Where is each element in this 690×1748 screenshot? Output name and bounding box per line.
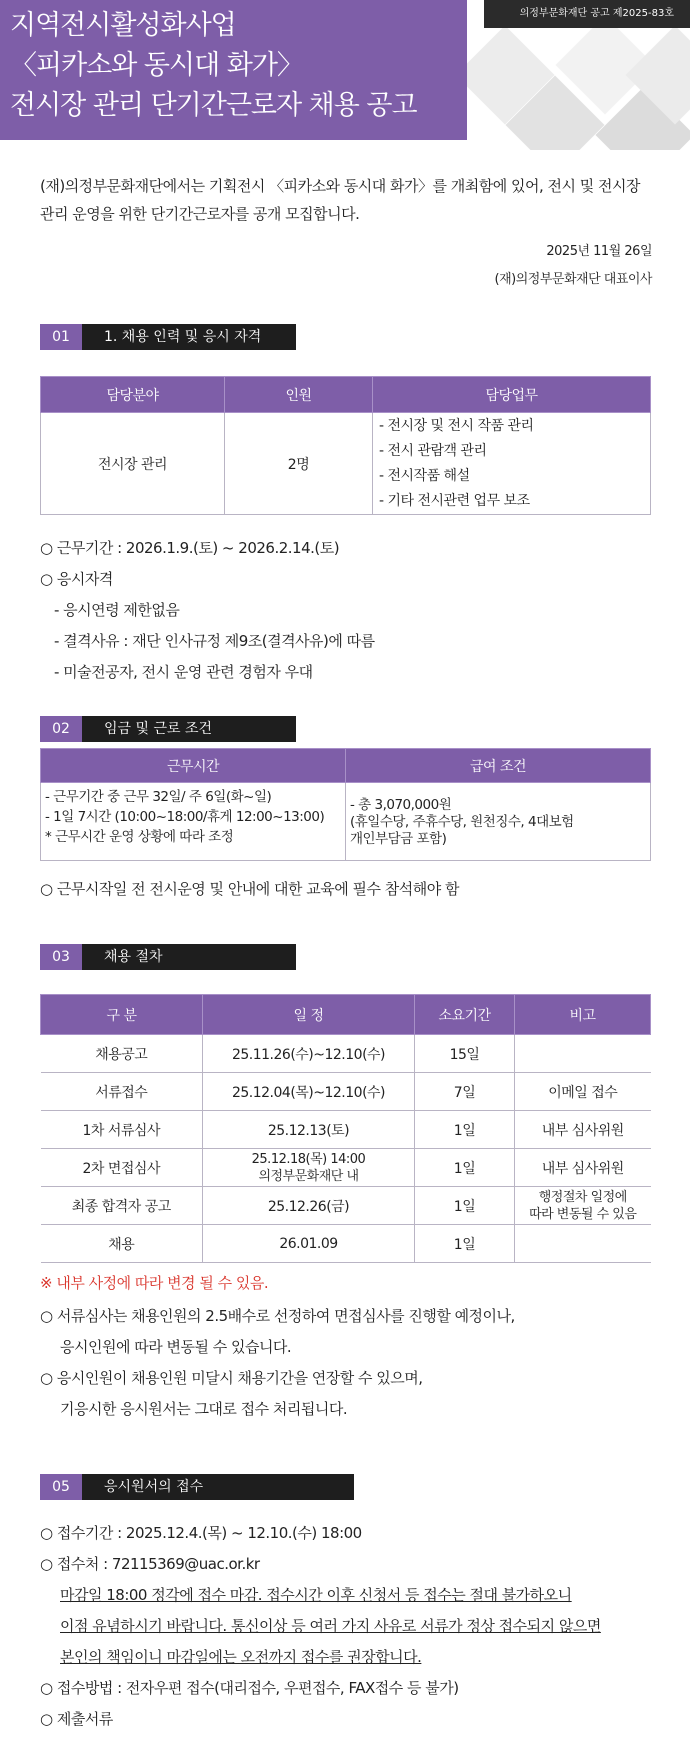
table-header: 급여 조건 — [346, 749, 651, 783]
table-header: 비고 — [515, 995, 651, 1035]
table-row — [41, 1035, 651, 1073]
table-cell: 서류접수 — [41, 1073, 203, 1111]
work-hours-cell — [41, 783, 346, 861]
table-cell: 25.12.04(목)~12.10(수) — [203, 1073, 415, 1111]
table-header: 근무시간 — [41, 749, 346, 783]
table-cell: 2차 면접심사 — [41, 1149, 203, 1187]
table-cell: 1일 — [415, 1111, 515, 1149]
signer: (재)의정부문화재단 대표이사 — [494, 272, 652, 287]
table-cell: 1일 — [415, 1149, 515, 1187]
table-header: 일 정 — [203, 995, 415, 1035]
recruitment-table — [40, 376, 651, 515]
signature — [495, 238, 652, 294]
title-line-1: 지역전시활성화사업 — [10, 10, 236, 41]
section-number: 03 — [40, 944, 82, 970]
table-row — [41, 1187, 651, 1225]
list-item: - 전시 관람객 관리 — [379, 442, 487, 459]
qualification-item: - 결격사유 : 재단 인사규정 제9조(결격사유)에 따름 — [54, 632, 375, 650]
hours-line: - 근무기간 중 근무 32일/ 주 6일(화~일) — [45, 789, 272, 805]
deadline-warning: 본인의 책임이니 마감일에는 오전까지 접수를 권장합니다. — [60, 1648, 422, 1666]
table-header: 담당업무 — [373, 377, 651, 413]
page-title — [0, 0, 467, 140]
section-label: 응시원서의 접수 — [82, 1474, 354, 1500]
title-line-3: 전시장 관리 단기간근로자 채용 공고 — [10, 90, 417, 121]
notice-reference: 의정부문화재단 공고 제2025-83호 — [484, 0, 690, 28]
intro-text — [40, 172, 660, 228]
wage-table — [40, 748, 651, 861]
cell-line: 25.12.18(목) 14:00 — [251, 1151, 366, 1167]
training-note: ○ 근무시작일 전 전시운영 및 안내에 대한 교육에 필수 참석해야 함 — [40, 880, 460, 898]
table-cell: 15일 — [415, 1035, 515, 1073]
table-row — [41, 1111, 651, 1149]
note-line: ○ 서류심사는 채용인원의 2.5배수로 선정하여 면접심사를 진행할 예정이나, — [40, 1307, 515, 1325]
notice-date: 2025년 11월 26일 — [546, 244, 652, 259]
table-cell — [515, 1225, 651, 1263]
table-cell: 25.12.13(토) — [203, 1111, 415, 1149]
section-label: 1. 채용 인력 및 응시 자격 — [82, 324, 296, 350]
note-line: ○ 응시인원이 채용인원 미달시 채용기간을 연장할 수 있으며, — [40, 1369, 423, 1387]
table-cell: 25.12.26(금) — [203, 1187, 415, 1225]
table-header: 인원 — [225, 377, 373, 413]
procedure-table — [40, 994, 651, 1263]
qualification-item: - 미술전공자, 전시 운영 관련 경험자 우대 — [54, 663, 313, 681]
table-cell — [515, 1187, 651, 1225]
work-period: ○ 근무기간 : 2026.1.9.(토) ~ 2026.2.14.(토) — [40, 539, 340, 557]
table-cell: 26.01.09 — [203, 1225, 415, 1263]
table-cell: 채용공고 — [41, 1035, 203, 1073]
table-cell: 1차 서류심사 — [41, 1111, 203, 1149]
duties-cell — [373, 413, 651, 515]
section-label: 채용 절차 — [82, 944, 296, 970]
table-cell: 7일 — [415, 1073, 515, 1111]
list-item: - 전시장 및 전시 작품 관리 — [379, 417, 534, 434]
table-row — [41, 1149, 651, 1187]
hours-line: * 근무시간 운영 상황에 따라 조정 — [45, 829, 234, 845]
table-header: 구 분 — [41, 995, 203, 1035]
table-cell — [203, 1149, 415, 1187]
cell-line: 따라 변동될 수 있음 — [529, 1206, 637, 1222]
table-cell: 내부 심사위원 — [515, 1149, 651, 1187]
table-header: 소요기간 — [415, 995, 515, 1035]
application-period: ○ 접수기간 : 2025.12.4.(목) ~ 12.10.(수) 18:00 — [40, 1524, 362, 1542]
list-item: - 기타 전시관련 업무 보조 — [379, 492, 530, 509]
table-cell: 이메일 접수 — [515, 1073, 651, 1111]
pay-line: 개인부담금 포함) — [350, 831, 447, 847]
table-cell: 25.11.26(수)~12.10(수) — [203, 1035, 415, 1073]
intro-line: (재)의정부문화재단에서는 기획전시 〈피카소와 동시대 화가〉를 개최함에 있어, 전시 및 전시장 — [40, 177, 641, 195]
pay-line: - 총 3,070,000원 — [350, 797, 452, 813]
pay-cell — [346, 783, 651, 861]
cell-line: 의정부문화재단 내 — [258, 1168, 359, 1184]
table-cell: 채용 — [41, 1225, 203, 1263]
section-number: 01 — [40, 324, 82, 350]
table-header: 담당분야 — [41, 377, 225, 413]
title-line-2: 〈피카소와 동시대 화가〉 — [10, 50, 303, 81]
deadline-warning: 이점 유념하시기 바랍니다. 통신이상 등 여러 가지 사유로 서류가 정상 접수되지 않으면 — [60, 1617, 601, 1635]
table-cell: 1일 — [415, 1225, 515, 1263]
section-number: 05 — [40, 1474, 82, 1500]
table-cell: 내부 심사위원 — [515, 1111, 651, 1149]
table-row — [41, 1073, 651, 1111]
note-line: 응시인원에 따라 변동될 수 있습니다. — [60, 1338, 292, 1356]
table-row — [41, 1225, 651, 1263]
list-item: - 전시작품 해설 — [379, 467, 470, 484]
table-cell — [515, 1035, 651, 1073]
deadline-warning: 마감일 18:00 정각에 접수 마감. 접수시간 이후 신청서 등 접수는 절대 불가하오니 — [60, 1586, 572, 1604]
required-documents: ○ 제출서류 — [40, 1710, 113, 1728]
intro-line: 관리 운영을 위한 단기간근로자를 공개 모집합니다. — [40, 205, 360, 223]
section-number: 02 — [40, 716, 82, 742]
section-label: 임금 및 근로 조건 — [82, 716, 296, 742]
application-method: ○ 접수방법 : 전자우편 접수(대리접수, 우편접수, FAX접수 등 불가) — [40, 1679, 459, 1697]
table-cell: 1일 — [415, 1187, 515, 1225]
qualification-title: ○ 응시자격 — [40, 570, 113, 588]
table-cell: 2명 — [225, 413, 373, 515]
cell-line: 행정절차 일정에 — [538, 1189, 627, 1205]
application-email: ○ 접수처 : 72115369@uac.or.kr — [40, 1555, 260, 1573]
pay-line: (휴일수당, 주휴수당, 원천징수, 4대보험 — [350, 814, 574, 830]
note-line: 기응시한 응시원서는 그대로 접수 처리됩니다. — [60, 1400, 348, 1418]
qualification-item: - 응시연령 제한없음 — [54, 601, 180, 619]
table-cell: 전시장 관리 — [41, 413, 225, 515]
change-warning: ※ 내부 사정에 따라 변경 될 수 있음. — [40, 1274, 269, 1292]
hours-line: - 1일 7시간 (10:00~18:00/휴게 12:00~13:00) — [45, 809, 325, 825]
table-cell: 최종 합격자 공고 — [41, 1187, 203, 1225]
